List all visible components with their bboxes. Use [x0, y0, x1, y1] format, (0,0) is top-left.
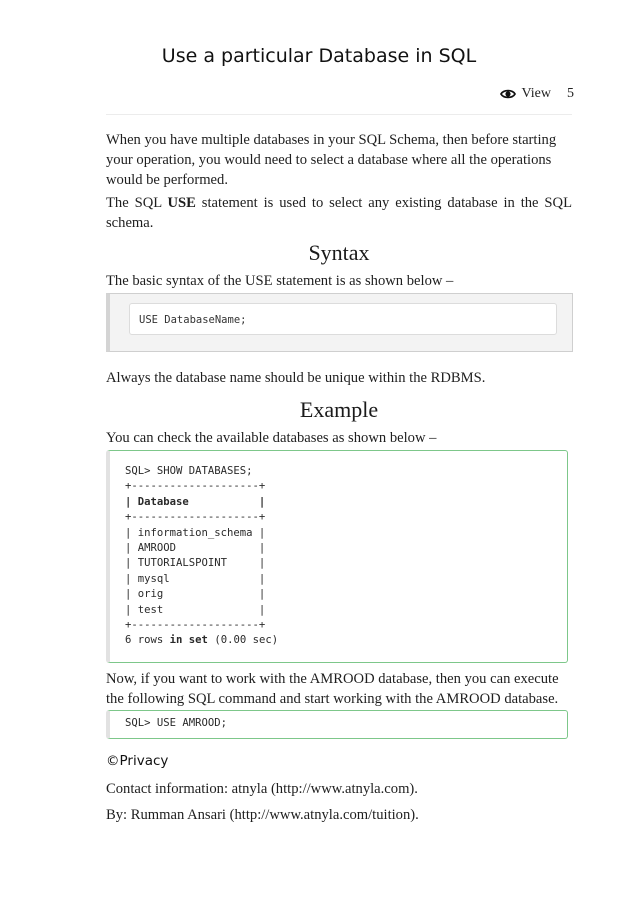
intro-paragraph-2: [106, 193, 572, 233]
syntax-heading: Syntax: [308, 240, 370, 265]
code-line-row: | AMROOD |: [125, 541, 266, 554]
view-label-group: [500, 86, 551, 102]
code-line-border: +--------------------+: [125, 511, 266, 524]
use-command-code-block: [106, 710, 568, 739]
code-line-row: | TUTORIALSPOINT |: [125, 557, 266, 570]
eye-icon: [500, 88, 516, 100]
code-line-border: +--------------------+: [125, 618, 266, 631]
code-line-row: | mysql |: [125, 572, 266, 585]
code-line-footer: [125, 633, 567, 648]
code-line-row: | information_schema |: [125, 526, 266, 539]
example-lead: You can check the available databases as shown below –: [106, 430, 437, 446]
syntax-note: Always the database name should be unique within the RDBMS.: [106, 370, 486, 386]
code-line-row: | test |: [125, 603, 266, 616]
author-info: By: Rumman Ansari (http://www.atnyla.com/tuition).: [106, 807, 419, 823]
code-line-prompt: SQL> SHOW DATABASES;: [125, 465, 253, 477]
use-keyword: USE: [167, 195, 196, 211]
followup-paragraph: Now, if you want to work with the AMROOD database, then you can execute the following SQL command and start working with the AMROOD database.: [106, 671, 559, 707]
code-line-use: SQL> USE AMROOD;: [125, 717, 228, 729]
code-line-header: | Database |: [125, 495, 266, 508]
title-divider: [106, 114, 572, 115]
syntax-code-block: [106, 293, 573, 352]
privacy-link[interactable]: ©Privacy: [106, 753, 169, 769]
example-heading: Example: [299, 397, 379, 422]
view-counter: [500, 84, 574, 104]
footer-keyword: in set: [169, 634, 208, 647]
contact-info: Contact information: atnyla (http://www.atnyla.com).: [106, 781, 418, 797]
footer-suffix: (0.00 sec): [207, 634, 279, 647]
footer-prefix: 6 rows: [125, 634, 170, 647]
syntax-lead: The basic syntax of the USE statement is as shown below –: [106, 273, 454, 289]
syntax-code: USE DatabaseName;: [129, 303, 557, 335]
view-label: View: [521, 86, 551, 101]
show-databases-code-block: [106, 450, 568, 663]
intro-paragraph-1: When you have multiple databases in your SQL Schema, then before starting your operation, you would need to select a database where all the operations would be performed.: [106, 132, 557, 188]
intro-text-suffix: statement is used to select any existing database in the SQL schema.: [106, 195, 572, 231]
code-line-row: | orig |: [125, 588, 266, 601]
view-count: 5: [567, 86, 574, 101]
page-title: Use a particular Database in SQL: [161, 45, 477, 67]
code-line-border: +--------------------+: [125, 480, 266, 493]
intro-text-prefix: The SQL: [106, 195, 168, 211]
